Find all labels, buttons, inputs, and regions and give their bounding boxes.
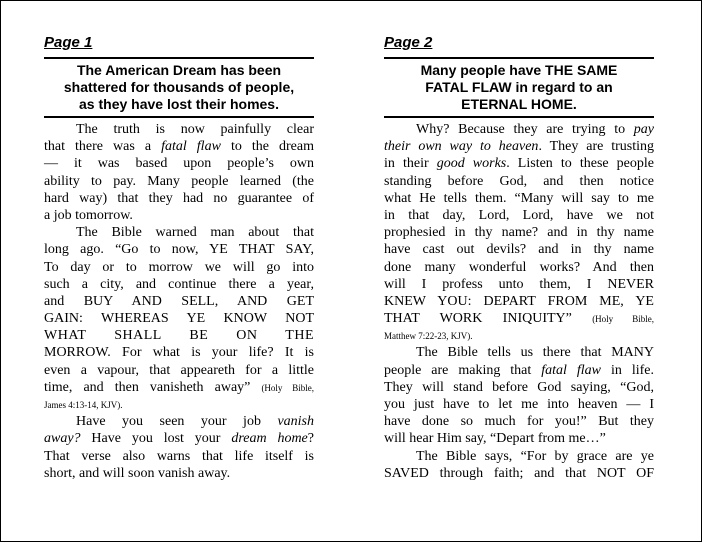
text-line (384, 155, 654, 172)
text-line (384, 224, 654, 241)
text-line (44, 190, 314, 207)
text-line (384, 327, 654, 344)
text-run: have cast out devils? and in thy name (384, 242, 654, 258)
italic-run: good works (436, 156, 507, 172)
text-line (384, 396, 654, 413)
page-heading (44, 57, 314, 118)
text-run: — it was based upon people’s own (44, 156, 314, 172)
text-line (384, 465, 654, 482)
text-run: ? (307, 431, 314, 447)
text-run: KNEW YOU: DEPART FROM ME, YE (384, 293, 654, 309)
text-run: Have you seen your job (76, 414, 278, 430)
text-run: . Listen to these people (506, 156, 655, 172)
italic-run: fatal flaw (541, 362, 602, 378)
text-run: hard way) that they had no guarantee of (44, 190, 314, 206)
text-run: will I profess unto them, I NEVER (384, 276, 654, 292)
text-line (44, 327, 314, 344)
text-run: done many wonderful works? And then (384, 259, 654, 275)
italic-run: fatal flaw (161, 139, 221, 155)
heading-line: shattered for thousands of people, (63, 79, 295, 95)
text-run: in that day, Lord, Lord, have we not (384, 207, 654, 223)
text-line (44, 259, 314, 276)
italic-run: vanish (277, 414, 314, 430)
text-line (384, 379, 654, 396)
text-line (384, 190, 654, 207)
text-run: GAIN: WHEREAS YE KNOW NOT (44, 311, 314, 327)
text-run: even a vapour, that appeareth for a little (44, 362, 314, 378)
text-run: The Bible tells us there that MANY (416, 345, 654, 361)
heading-line: The American Dream has been (76, 62, 282, 78)
text-line (44, 310, 314, 327)
heading-line: FATAL FLAW in regard to an (425, 79, 613, 95)
text-run: Why? Because they are trying to (416, 122, 634, 137)
text-run: The Bible says, “For by grace are ye (416, 448, 654, 464)
text-line (44, 396, 314, 413)
italic-run: their own way to heaven (384, 139, 539, 155)
text-run: To day or to morrow we will go into (44, 259, 314, 275)
text-line (384, 241, 654, 258)
text-run: That verse also warns that life itself is (44, 448, 314, 464)
text-line (384, 310, 654, 327)
heading-line: as they have lost their homes. (79, 96, 279, 112)
text-line (384, 413, 654, 430)
citation-run: Matthew 7:22-23, KJV). (384, 331, 473, 342)
body-text (384, 121, 654, 482)
italic-run: dream home (231, 431, 308, 447)
text-run: you just have to let me into heaven — I (384, 397, 654, 412)
text-run: MORROW. For what is your life? It is (44, 345, 314, 361)
italic-run: pay (633, 122, 654, 137)
text-run: people are making that (384, 362, 542, 378)
italic-run: away? (44, 431, 81, 447)
text-run: . They are trusting (538, 139, 654, 155)
text-line (384, 138, 654, 155)
text-line (384, 121, 654, 138)
text-run: The Bible warned man about that (76, 225, 314, 241)
text-run: have done so much for you!” But they (384, 414, 654, 430)
text-line (384, 344, 654, 361)
text-line (44, 293, 314, 310)
text-line (384, 173, 654, 190)
text-run: prophesied in thy name? and in thy name (384, 225, 654, 241)
text-line (44, 276, 314, 293)
text-run: short, and will soon vanish away. (44, 465, 231, 481)
text-line (384, 259, 654, 276)
text-run: They will stand before God saying, “God, (384, 379, 654, 395)
text-run: a job tomorrow. (44, 207, 133, 223)
heading-line: Many people have THE SAME (420, 62, 618, 78)
page-heading (384, 57, 654, 118)
text-line (44, 413, 314, 430)
text-run: The truth is now painfully clear (76, 122, 314, 137)
text-line (44, 379, 314, 396)
body-text (44, 121, 314, 482)
text-run: SAVED through faith; and that NOT OF (384, 465, 654, 481)
text-run: such a city, and continue there a year, (44, 276, 314, 292)
text-line (44, 448, 314, 465)
citation-run: (Holy Bible, (592, 314, 654, 325)
text-line (384, 362, 654, 379)
heading-line: ETERNAL HOME. (461, 96, 577, 112)
text-run: WHAT SHALL BE ON THE (44, 328, 314, 344)
text-line (44, 155, 314, 172)
text-run: to the dream (220, 139, 314, 155)
text-line (384, 207, 654, 224)
text-run: Have you lost your (80, 431, 232, 447)
text-run: will hear Him say, “Depart from me…” (384, 431, 606, 447)
page-label: Page 1 (44, 34, 93, 51)
text-line (44, 344, 314, 361)
text-line (44, 207, 314, 224)
text-line (44, 465, 314, 482)
text-run: ability to pay. Many people learned (the (44, 173, 314, 189)
text-run: THAT WORK INIQUITY” (384, 311, 593, 327)
text-run: standing before God, and then notice (384, 173, 654, 189)
text-run: that there was a (44, 139, 162, 155)
text-line (44, 241, 314, 258)
text-run: and BUY AND SELL, AND GET (44, 293, 314, 309)
text-line (384, 430, 654, 447)
text-run: what He tells them. “Many will say to me (384, 190, 654, 206)
text-line (384, 276, 654, 293)
text-line (384, 448, 654, 465)
text-run: in their (384, 156, 437, 172)
text-run: long ago. “Go to now, YE THAT SAY, (44, 242, 314, 258)
citation-run: (Holy Bible, (261, 382, 314, 393)
text-line (44, 138, 314, 155)
text-line (44, 173, 314, 190)
text-run: in life. (601, 362, 655, 378)
text-line (44, 121, 314, 138)
text-line (44, 362, 314, 379)
text-line (44, 430, 314, 447)
text-run: time, and then vanisheth away” (44, 379, 262, 395)
page-label: Page 2 (384, 34, 433, 51)
citation-run: James 4:13-14, KJV). (44, 400, 123, 410)
text-line (44, 224, 314, 241)
text-line (384, 293, 654, 310)
